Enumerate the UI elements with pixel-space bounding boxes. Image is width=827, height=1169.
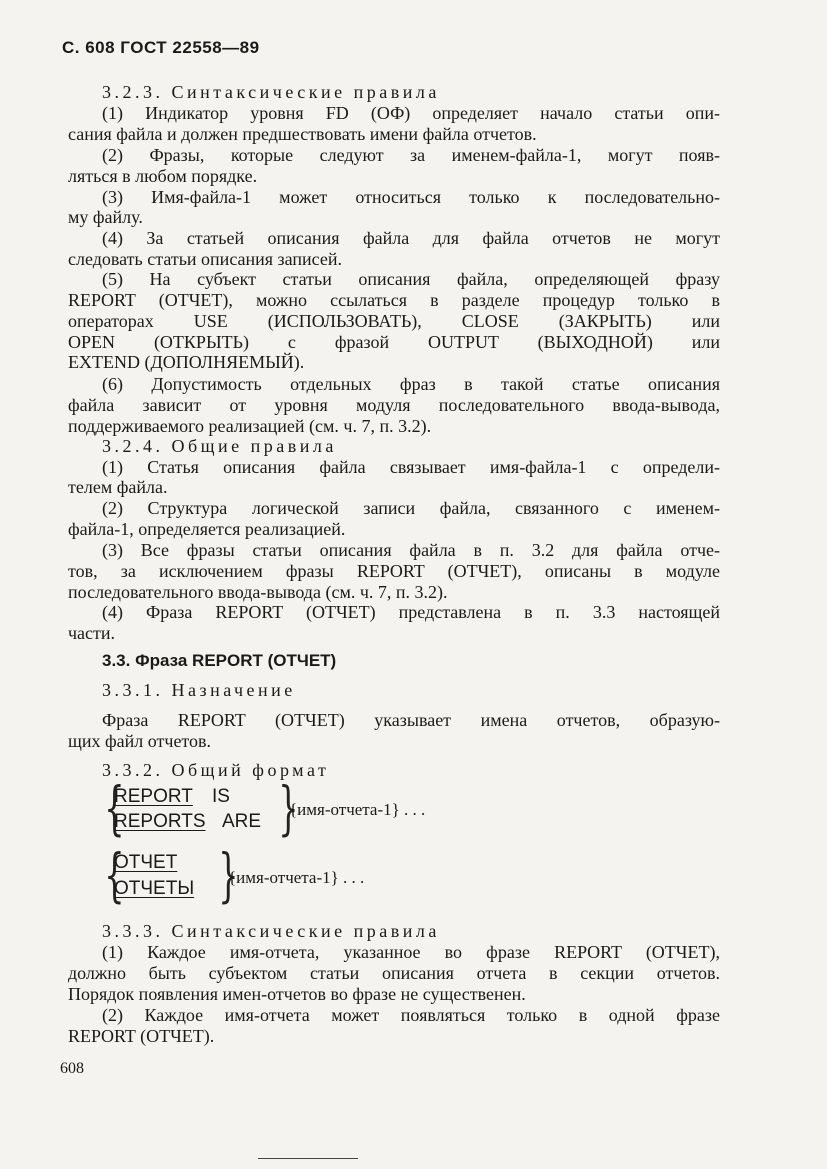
text-line: (6) Допустимость отдельных фраз в такой статье описания xyxy=(102,374,720,394)
text-line: последовательного ввода-вывода (см. ч. 7, п. 3.2). xyxy=(68,582,448,602)
text-line: (4) Фраза REPORT (ОТЧЕТ) представлена в п. 3.3 настоящей xyxy=(102,602,720,622)
text-line: файла зависит от уровня модуля последовательного ввода-вывода, xyxy=(68,395,720,415)
text-line: (4) За статьей описания файла для файла отчетов не могут xyxy=(102,228,720,248)
text-line: (1) Каждое имя-отчета, указанное во фразе REPORT (ОТЧЕТ), xyxy=(102,942,720,962)
right-brace-icon: } xyxy=(278,774,299,842)
text-line: (1) Статья описания файла связывает имя-файла-1 с определи- xyxy=(102,457,720,477)
text-line: Фраза REPORT (ОТЧЕТ) указывает имена отчетов, образую- xyxy=(102,710,720,730)
heading-3-2-4: 3.2.4. Общие правила xyxy=(102,436,337,456)
text-line: должно быть субъектом статьи описания отчета в секции отчетов. xyxy=(68,963,720,983)
page-number: 608 xyxy=(60,1060,84,1077)
text-line: (5) На субъект статьи описания файла, определяющей фразу xyxy=(102,269,720,289)
text-line: тов, за исключением фразы REPORT (ОТЧЕТ), описаны в модуле xyxy=(68,561,720,581)
text-line: REPORT (ОТЧЕТ), можно ссылаться в разделе процедур только в xyxy=(68,290,720,310)
text-line: файла-1, определяется реализацией. xyxy=(68,519,346,539)
text-line: поддерживаемого реализацией (см. ч. 7, п. 3.2). xyxy=(68,416,432,436)
footer-rule xyxy=(258,1158,358,1159)
text-line: (2) Структура логической записи файла, связанного с именем- xyxy=(102,498,720,518)
text-line: (2) Каждое имя-отчета может появляться только в одной фразе xyxy=(102,1005,720,1025)
keyword-is: IS xyxy=(212,786,230,807)
text-line: (3) Имя-файла-1 может относиться только к последовательно- xyxy=(102,187,720,207)
keyword-are: ARE xyxy=(222,811,262,832)
text-line: части. xyxy=(68,623,116,643)
heading-3-3: 3.3. Фраза REPORT (ОТЧЕТ) xyxy=(102,651,337,670)
keyword-reports: REPORTS xyxy=(114,811,206,832)
text-line: REPORT (ОТЧЕТ). xyxy=(68,1026,215,1046)
text-line: следовать статьи описания записей. xyxy=(68,249,343,269)
keyword-report: REPORT xyxy=(114,786,193,807)
page-header: С. 608 ГОСТ 22558—89 xyxy=(62,38,260,57)
keyword-otchety: ОТЧЕТЫ xyxy=(114,878,195,899)
text-line: операторах USE (ИСПОЛЬЗОВАТЬ), CLOSE (ЗАКРЫТЬ) или xyxy=(68,311,720,331)
right-brace-icon: } xyxy=(218,841,239,909)
text-line: телем файла. xyxy=(68,477,168,497)
text-line: ляться в любом порядке. xyxy=(68,166,258,186)
text-line: (2) Фразы, которые следуют за именем-файла-1, могут появ- xyxy=(102,145,720,165)
text-line: щих файл отчетов. xyxy=(68,731,212,751)
text-line: му файлу. xyxy=(68,207,143,227)
text-line: OPEN (ОТКРЫТЬ) с фразой OUTPUT (ВЫХОДНОЙ) или xyxy=(68,332,720,352)
text-line: (3) Все фразы статьи описания файла в п. 3.2 для файла отче- xyxy=(102,540,720,560)
heading-3-2-3: 3.2.3. Синтаксические правила xyxy=(102,82,440,102)
heading-3-3-1: 3.3.1. Назначение xyxy=(102,680,296,700)
text-line: Порядок появления имен-отчетов во фразе не существенен. xyxy=(68,984,526,1004)
text-line: EXTEND (ДОПОЛНЯЕМЫЙ). xyxy=(68,352,305,372)
left-brace-icon: { xyxy=(104,841,125,909)
text-line: сания файла и должен предшествовать имени файла отчетов. xyxy=(68,124,537,144)
report-name-ru: {имя-отчета-1} . . . xyxy=(228,868,365,887)
left-brace-icon: { xyxy=(104,774,125,842)
keyword-otchet: ОТЧЕТ xyxy=(114,852,178,873)
text-line: (1) Индикатор уровня FD (ОФ) определяет начало статьи опи- xyxy=(102,103,720,123)
heading-3-3-2: 3.3.2. Общий формат xyxy=(102,760,330,780)
report-name-en: {имя-отчета-1} . . . xyxy=(289,800,426,819)
heading-3-3-3: 3.3.3. Синтаксические правила xyxy=(102,921,440,941)
